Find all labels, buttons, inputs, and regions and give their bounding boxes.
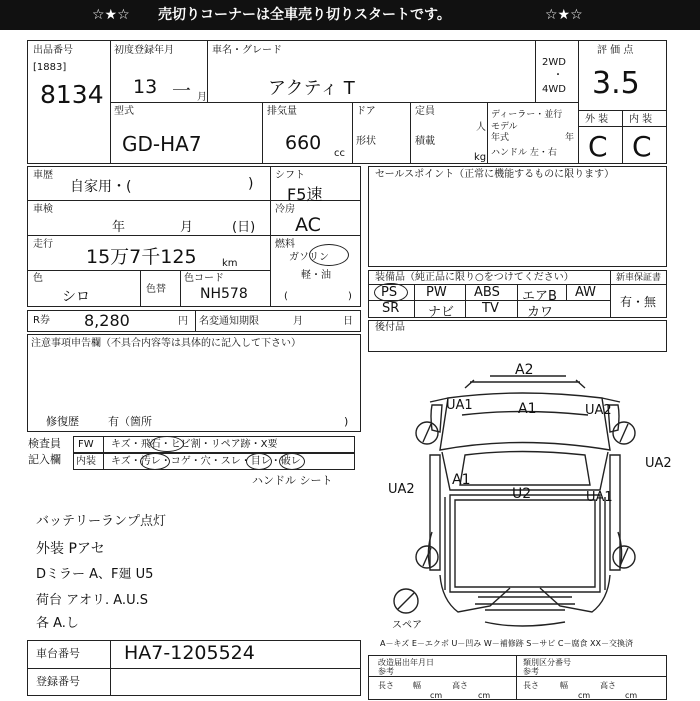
aftermarket-label: 後付品 — [375, 322, 405, 333]
dim-cm-2: cm — [478, 691, 491, 700]
interior-grade: C — [632, 130, 652, 163]
ac-value: AC — [295, 214, 321, 236]
equip-tv: TV — [482, 301, 499, 316]
inspection-day: (日) — [232, 220, 256, 235]
fw-items: キズ・飛石・ヒビ割・リペア跡・X要 — [111, 439, 278, 450]
fuel-label: 燃料 — [275, 239, 295, 250]
exterior-grade: C — [588, 130, 608, 163]
grade-label: 評 価 点 — [597, 45, 634, 56]
stain-circle — [140, 453, 170, 470]
shift-value: F5速 — [287, 185, 323, 204]
fuel-light: 軽・油 — [301, 270, 331, 281]
wear-circle — [246, 453, 272, 470]
dim-length-right: 長さ — [523, 681, 539, 690]
fw-label: FW — [78, 439, 94, 450]
dim-cm-3: cm — [578, 691, 591, 700]
registration-dash: 一 — [172, 80, 192, 102]
banner-stars-right: ☆★☆ — [545, 7, 583, 23]
diagram-left-door: A1 — [452, 472, 471, 488]
inspector-extra: ハンドル シート — [252, 474, 333, 487]
note-1: バッテリーランプ点灯 — [36, 514, 167, 529]
lot-label: 出品番号 — [33, 45, 73, 56]
dim-width-left: 幅 — [413, 681, 421, 690]
capacity-label: 定員 — [415, 106, 435, 117]
load-unit: kg — [474, 152, 487, 163]
expiry-day: 日 — [343, 316, 353, 327]
plate-label: 登録番号 — [36, 675, 80, 688]
diagram-right-edge: UA2 — [645, 456, 672, 471]
lot-sub: [1883] — [33, 62, 67, 73]
fuel-paren-close: ) — [348, 291, 352, 302]
exterior-label: 外 装 — [585, 114, 609, 125]
repair-value: 有（箇所 — [108, 415, 152, 428]
equip-ps-circle — [374, 283, 408, 302]
damage-legend: A－キズ E－エクボ U－凹み W－補修跡 S－サビ C－腐食 XX－交換済 — [380, 639, 634, 648]
fuel-circle-mark — [309, 244, 349, 266]
warranty-value: 有・無 — [620, 295, 657, 309]
grade-value: 3.5 — [592, 66, 640, 101]
inspector-label-1: 検査員 — [28, 437, 61, 450]
class-ref: 参考 — [523, 667, 539, 676]
model-label: 型式 — [114, 106, 134, 117]
dim-length-left: 長さ — [378, 681, 394, 690]
ac-label: 冷房 — [275, 204, 295, 215]
spare-label: スペア — [392, 620, 422, 631]
drive-4wd: 4WD — [542, 84, 566, 95]
equip-sr: SR — [382, 301, 400, 316]
equip-airbag: エアB — [522, 289, 557, 304]
fuel-options: ガソリン — [289, 252, 329, 263]
dim-height-left: 高さ — [452, 681, 468, 690]
registration-year: 13 — [133, 76, 158, 98]
color-code-label: 色コード — [184, 273, 224, 284]
model-value: GD-HA7 — [122, 132, 202, 156]
fuel-paren-open: ( — [284, 291, 288, 302]
registration-label: 初度登録年月 — [114, 45, 174, 56]
interior-items: キズ・汚レ・コゲ・穴・スレ・目レ・破レ — [111, 456, 301, 467]
inspection-label: 車検 — [33, 204, 53, 215]
mileage-value: 15万7千125 — [86, 246, 197, 268]
diagram-left-side: UA2 — [388, 482, 415, 497]
class-label: 類別区分番号 — [523, 658, 571, 667]
mileage-label: 走行 — [33, 239, 53, 250]
inspection-month: 月 — [180, 220, 194, 235]
dim-height-right: 高さ — [600, 681, 616, 690]
car-name-label: 車名・グレード — [212, 45, 282, 56]
note-2: 外装 Pアセ — [36, 541, 105, 557]
interior-inspect-label: 内装 — [76, 456, 96, 467]
capacity-unit: 人 — [476, 122, 486, 133]
note-5: 各 A.し — [36, 616, 79, 631]
fw-stone-circle — [150, 436, 184, 452]
dealer-year-unit: 年 — [565, 133, 575, 143]
doors-label: ドア — [356, 106, 376, 117]
displacement-value: 660 — [285, 132, 322, 154]
dealer-handle: ハンドル 左・右 — [491, 148, 557, 158]
header-banner — [0, 0, 700, 30]
banner-stars-left: ☆★☆ — [92, 7, 130, 23]
equip-pw: PW — [426, 285, 447, 300]
recycle-box — [27, 310, 361, 332]
recycle-value: 8,280 — [84, 311, 130, 330]
equip-navi: ナビ — [428, 305, 455, 320]
equipment-label: 装備品（純正品に限り○をつけてください） — [375, 272, 574, 283]
modification-ref: 参考 — [378, 667, 394, 676]
history-close: ) — [248, 176, 254, 192]
car-name-value: アクティ T — [268, 78, 355, 99]
color-value: シロ — [62, 289, 90, 305]
notes-declaration-label: 注意事項申告欄（不具合内容等は具体的に記入して下さい） — [31, 338, 301, 349]
diagram-hood: A1 — [518, 401, 537, 417]
interior-label: 内 装 — [629, 114, 653, 125]
history-value: 自家用・( — [70, 179, 132, 195]
drive-dot: ・ — [553, 70, 563, 81]
displacement-label: 排気量 — [267, 106, 297, 117]
displacement-unit: cc — [334, 148, 345, 159]
recycle-label: R券 — [33, 315, 50, 326]
shift-label: シフト — [275, 170, 305, 181]
dim-cm-1: cm — [430, 691, 443, 700]
dealer-line2: モデル — [491, 122, 518, 132]
note-3: Dミラー A、F廻 U5 — [36, 567, 154, 582]
inspector-label-2: 記入欄 — [28, 453, 61, 466]
dealer-line3: 年式 — [491, 133, 510, 143]
note-4: 荷台 アオリ. A.U.S — [36, 593, 148, 608]
warranty-label: 新車保証書 — [616, 273, 662, 283]
dealer-line1: ディーラー・並行 — [491, 110, 563, 120]
drive-2wd: 2WD — [542, 57, 566, 68]
diagram-bed: U2 — [512, 486, 532, 502]
equip-ps: PS — [381, 285, 398, 300]
color-code-value: NH578 — [200, 286, 248, 302]
equip-leather: カワ — [527, 305, 554, 320]
color-label: 色 — [33, 273, 43, 284]
tear-circle — [279, 453, 305, 470]
expiry-month: 月 — [293, 316, 303, 327]
repair-label: 修復歴 — [46, 415, 79, 428]
diagram-right-side: UA1 — [586, 490, 613, 505]
inspection-year: 年 — [112, 220, 126, 235]
diagram-right-front: UA2 — [585, 403, 612, 418]
mileage-unit: km — [222, 258, 238, 269]
chassis-label: 車台番号 — [36, 647, 80, 660]
diagram-left-front: UA1 — [446, 398, 473, 413]
history-label: 車歴 — [33, 170, 53, 181]
registration-month-unit: 月 — [197, 92, 207, 103]
lot-number: 8134 — [40, 80, 104, 109]
recycle-unit: 円 — [178, 316, 188, 327]
sales-points-box — [368, 166, 667, 267]
dim-cm-4: cm — [625, 691, 638, 700]
sales-points-label: セールスポイント（正常に機能するものに限ります） — [375, 169, 615, 180]
expiry-label: 名変通知期限 — [199, 316, 259, 327]
modification-label: 改造届出年月日 — [378, 658, 434, 667]
dim-width-right: 幅 — [560, 681, 568, 690]
color-change-label: 色替 — [146, 284, 166, 295]
equip-abs: ABS — [474, 285, 500, 300]
shape-label: 形状 — [356, 136, 376, 147]
equip-aw: AW — [575, 285, 597, 300]
aftermarket-box — [368, 320, 667, 352]
load-label: 積載 — [415, 136, 435, 147]
banner-text: 売切りコーナーは全車売り切りスタートです。 — [158, 7, 451, 23]
chassis-value: HA7-1205524 — [124, 642, 255, 664]
diagram-top: A2 — [515, 362, 534, 378]
repair-close: ) — [344, 415, 349, 428]
